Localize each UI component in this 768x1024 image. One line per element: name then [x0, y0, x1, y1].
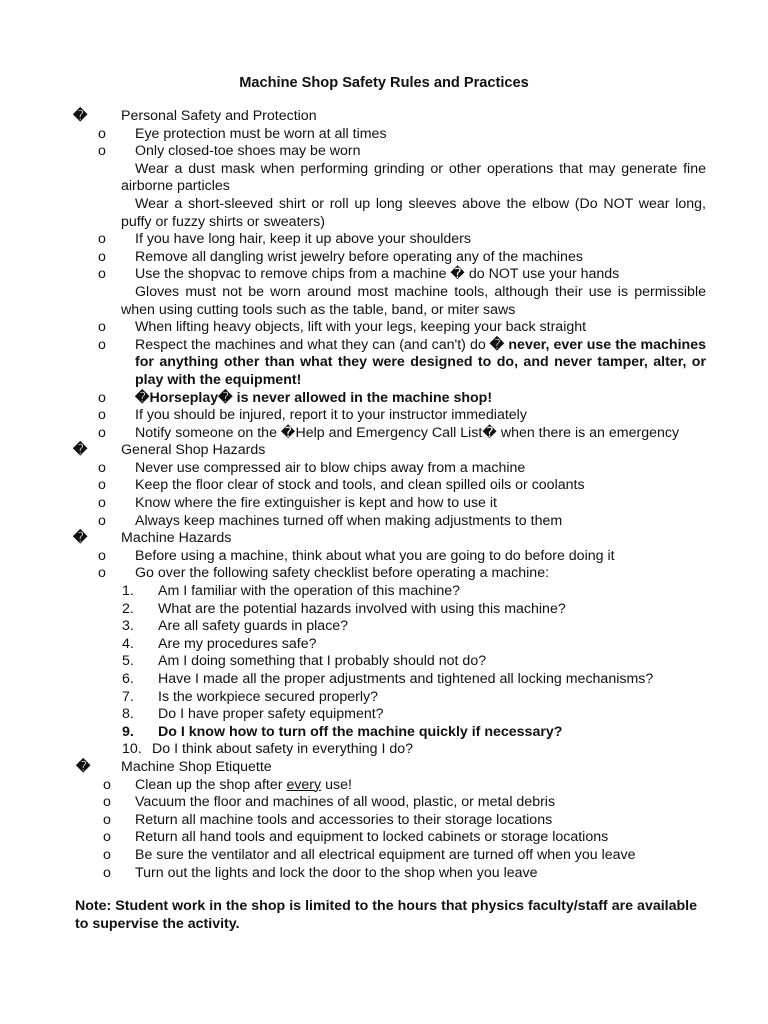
checklist-number: 6.	[122, 671, 134, 687]
section-heading	[0, 759, 768, 777]
list-item-underlined-text: every	[286, 776, 322, 793]
list-item-text: Remove all dangling wrist jewelry before operating any of the machines	[135, 248, 583, 265]
checklist-text: Have I made all the proper adjustments and tightened all locking mechanisms?	[158, 671, 654, 687]
bullet-marker-icon: �	[73, 442, 88, 459]
list-item	[0, 249, 768, 267]
list-item-text: Respect the machines and what they can (and can't) do	[135, 336, 490, 353]
sub-bullet-icon: o	[98, 266, 106, 283]
list-item-text: use!	[321, 776, 352, 793]
list-item	[0, 777, 768, 795]
list-item	[0, 319, 768, 337]
list-item-text: Only closed-toe shoes may be worn	[135, 143, 361, 160]
list-item-text: Wear a short-sleeved shirt or roll up long sleeves above the elbow (Do NOT wear long, puffy or fuzzy shirts or sweaters)	[121, 195, 706, 230]
checklist-text: What are the potential hazards involved with using this machine?	[158, 600, 566, 617]
checklist-item	[0, 618, 768, 636]
sub-bullet-icon: o	[98, 512, 106, 529]
list-item	[0, 460, 768, 478]
sub-bullet-icon: o	[98, 125, 106, 142]
list-item	[0, 143, 768, 161]
list-item-text: Before using a machine, think about what you are going to do before doing it	[135, 547, 615, 564]
checklist-text: Do I think about safety in everything I do?	[152, 741, 414, 758]
checklist-number: 3.	[122, 618, 134, 635]
list-item	[0, 231, 768, 249]
checklist-item	[0, 689, 768, 707]
section-heading-text: General Shop Hazards	[121, 442, 266, 459]
sub-bullet-icon: o	[98, 424, 106, 441]
checklist-text: Do I have proper safety equipment?	[158, 706, 384, 723]
etiquette-list	[0, 777, 768, 883]
sub-bullet-icon: o	[103, 794, 111, 811]
section-etiquette	[0, 759, 768, 777]
list-item-text: Be sure the ventilator and all electrical equipment are turned off when you leave	[135, 846, 636, 863]
bullet-marker-icon: �	[73, 530, 88, 547]
sub-bullet-icon: o	[103, 811, 111, 828]
checklist-text: Am I familiar with the operation of this machine?	[158, 583, 461, 600]
list-item	[0, 425, 768, 443]
list-item	[0, 495, 768, 513]
checklist-item	[0, 601, 768, 619]
list-item-text: Notify someone on the �Help and Emergency Call List� when there is an emergency	[135, 424, 680, 441]
checklist-text: Are my procedures safe?	[158, 635, 317, 652]
checklist-item	[0, 671, 768, 689]
sub-bullet-icon: o	[98, 459, 106, 476]
section-personal-safety	[0, 108, 768, 126]
sub-bullet-icon: o	[103, 864, 111, 881]
checklist-number: 7.	[122, 688, 134, 705]
checklist-number: 9.	[122, 723, 134, 740]
sub-bullet-icon: o	[98, 477, 106, 494]
list-item	[0, 513, 768, 531]
section-heading	[0, 108, 768, 126]
document-body	[0, 108, 768, 882]
checklist-item	[0, 706, 768, 724]
section-heading	[0, 530, 768, 548]
list-item-text: Go over the following safety checklist before operating a machine:	[135, 565, 550, 582]
list-item-text: If you have long hair, keep it up above your shoulders	[135, 231, 471, 248]
list-item-text: Return all machine tools and accessories to their storage locations	[135, 811, 553, 828]
list-item-text: Use the shopvac to remove chips from a machine � do NOT use your hands	[135, 266, 620, 283]
sub-bullet-icon: o	[98, 407, 106, 424]
page-title: Machine Shop Safety Rules and Practices	[239, 75, 529, 91]
checklist-number: 1.	[122, 583, 134, 600]
list-item-text: When lifting heavy objects, lift with your legs, keeping your back straight	[135, 319, 587, 336]
bullet-marker-icon: �	[76, 758, 91, 775]
section-heading-text: Machine Shop Etiquette	[121, 758, 272, 775]
checklist-number: 8.	[122, 706, 134, 723]
list-item-text: Always keep machines turned off when making adjustments to them	[135, 512, 563, 529]
sub-bullet-icon: o	[98, 248, 106, 265]
list-item	[0, 477, 768, 495]
list-item-respect	[0, 337, 768, 390]
section-general-hazards	[0, 442, 768, 460]
list-item	[0, 266, 768, 284]
sub-bullet-icon: o	[98, 495, 106, 512]
checklist-item	[0, 741, 768, 759]
sub-bullet-icon: o	[98, 389, 106, 406]
list-item	[0, 407, 768, 425]
list-item	[0, 812, 768, 830]
list-item	[0, 794, 768, 812]
checklist-number: 2.	[122, 600, 134, 617]
sub-bullet-icon: o	[98, 143, 106, 160]
sub-bullet-icon: o	[103, 829, 111, 846]
checklist-item	[0, 636, 768, 654]
checklist-text: Are all safety guards in place?	[158, 618, 349, 635]
list-item	[0, 196, 768, 231]
checklist-number: 10.	[122, 741, 142, 758]
checklist-text: Do I know how to turn off the machine quickly if necessary?	[158, 723, 563, 740]
list-item	[0, 548, 768, 566]
list-item	[0, 161, 768, 196]
sub-bullet-icon: o	[103, 846, 111, 863]
list-item	[0, 865, 768, 883]
list-item	[0, 829, 768, 847]
sub-bullet-icon: o	[98, 231, 106, 248]
list-item-text: If you should be injured, report it to your instructor immediately	[135, 407, 527, 424]
list-item	[0, 126, 768, 144]
list-item-text: Never use compressed air to blow chips away from a machine	[135, 459, 526, 476]
list-item-text: Wear a dust mask when performing grinding or other operations that may generate fine airborne particles	[121, 160, 706, 195]
checklist-item	[0, 583, 768, 601]
list-item-text: Return all hand tools and equipment to locked cabinets or storage locations	[135, 829, 609, 846]
list-item-horseplay	[0, 390, 768, 408]
section-heading	[0, 442, 768, 460]
list-item	[0, 565, 768, 583]
list-item	[0, 284, 768, 319]
list-item-text: Eye protection must be worn at all times	[135, 125, 387, 142]
list-item-text: Know where the fire extinguisher is kept and how to use it	[135, 495, 497, 512]
sub-bullet-icon: o	[103, 776, 111, 793]
list-item-bold-text: � never, ever use the machines for anything other than what they were designed to do, and never tamper, alter, or play with the equipment!	[135, 336, 706, 388]
sub-bullet-icon: o	[98, 547, 106, 564]
section-machine-hazards	[0, 530, 768, 548]
list-item-text: Clean up the shop after	[135, 776, 287, 793]
bullet-marker-icon: �	[73, 108, 88, 124]
checklist-item	[0, 653, 768, 671]
list-item-text: �Horseplay� is never allowed in the machine shop!	[135, 389, 493, 406]
list-item-text: Keep the floor clear of stock and tools, and clean spilled oils or coolants	[135, 477, 585, 494]
section-heading-text: Machine Hazards	[121, 530, 232, 547]
list-item	[0, 847, 768, 865]
list-item-text: Turn out the lights and lock the door to the shop when you leave	[135, 864, 538, 881]
checklist-number: 4.	[122, 635, 134, 652]
list-item-text: Vacuum the floor and machines of all wood, plastic, or metal debris	[135, 794, 556, 811]
checklist-number: 5.	[122, 653, 134, 670]
footer-note: Note: Student work in the shop is limited to the hours that physics faculty/staff are available to supervise the activity.	[75, 898, 697, 932]
checklist-text: Am I doing something that I probably should not do?	[158, 653, 487, 670]
list-item-text: Gloves must not be worn around most machine tools, although their use is permissible when using cutting tools such as the table, band, or miter saws	[121, 283, 706, 318]
sub-bullet-icon: o	[98, 336, 106, 353]
sub-bullet-icon: o	[98, 565, 106, 582]
checklist-item	[0, 724, 768, 742]
section-heading-text: Personal Safety and Protection	[121, 108, 317, 124]
checklist-text: Is the workpiece secured properly?	[158, 688, 379, 705]
sub-bullet-icon: o	[98, 319, 106, 336]
